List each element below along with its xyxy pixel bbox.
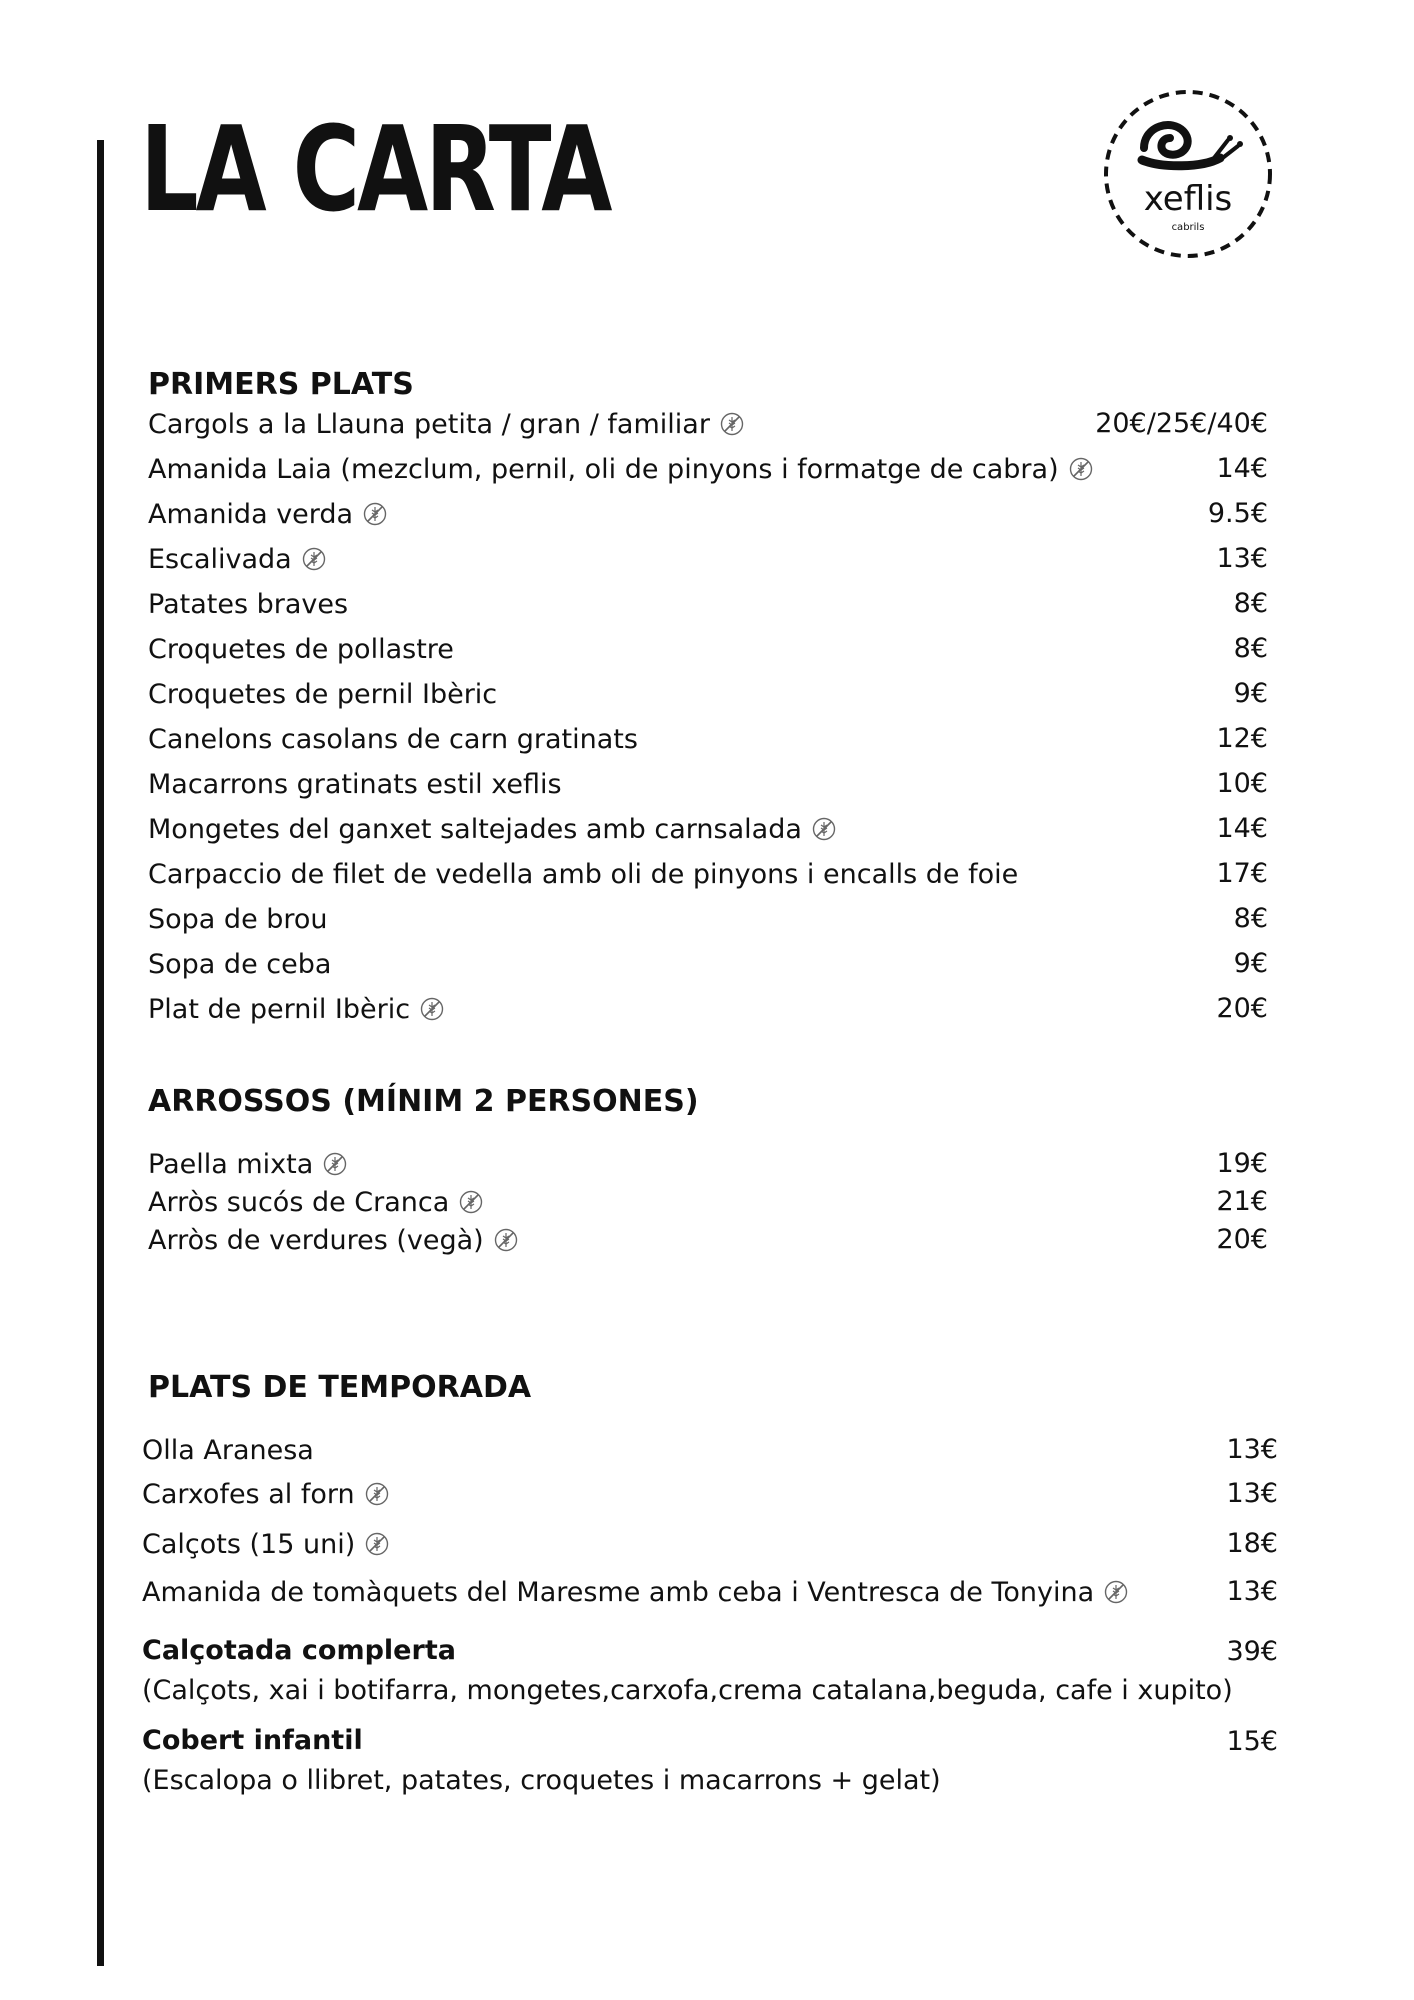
menu-item-name: Cargols a la Llauna petita / gran / familiar bbox=[148, 408, 710, 440]
gluten-free-icon bbox=[1104, 1579, 1128, 1603]
menu-item-price: 13€ bbox=[1226, 1576, 1278, 1607]
menu-item bbox=[148, 1147, 347, 1182]
menu-item bbox=[148, 722, 638, 757]
menu-item-name: Escalivada bbox=[148, 543, 292, 575]
menu-item-name: Olla Aranesa bbox=[142, 1434, 314, 1466]
gluten-free-icon bbox=[459, 1189, 483, 1213]
menu-item bbox=[142, 1723, 941, 1798]
menu-item-price: 20€ bbox=[1216, 1224, 1268, 1255]
menu-item-price: 8€ bbox=[1233, 903, 1268, 934]
menu-item-price: 14€ bbox=[1216, 453, 1268, 484]
menu-item-price: 9€ bbox=[1233, 948, 1268, 979]
menu-item-name: Carxofes al forn bbox=[142, 1478, 355, 1510]
gluten-free-icon bbox=[323, 1151, 347, 1175]
menu-item-name: Amanida de tomàquets del Maresme amb ceba i Ventresca de Tonyina bbox=[142, 1576, 1095, 1608]
menu-item bbox=[148, 1185, 483, 1220]
menu-item-price: 13€ bbox=[1226, 1478, 1278, 1509]
menu-item bbox=[148, 407, 744, 442]
menu-item-description: (Calçots, xai i botifarra, mongetes,carxofa,crema catalana,beguda, cafe i xupito) bbox=[142, 1674, 1233, 1706]
gluten-free-icon bbox=[365, 1531, 389, 1555]
gluten-free-icon bbox=[365, 1481, 389, 1505]
menu-item-price: 20€ bbox=[1216, 993, 1268, 1024]
menu-item-name: Calçotada complerta bbox=[142, 1634, 456, 1666]
menu-item-name: Amanida Laia (mezclum, pernil, oli de pinyons i formatge de cabra) bbox=[148, 453, 1059, 485]
menu-item bbox=[148, 677, 497, 712]
menu-item-name: Croquetes de pernil Ibèric bbox=[148, 678, 498, 710]
menu-item-name: Calçots (15 uni) bbox=[142, 1528, 356, 1560]
menu-item-name: Macarrons gratinats estil xeflis bbox=[148, 768, 562, 800]
menu-item-price: 9€ bbox=[1233, 678, 1268, 709]
menu-item bbox=[148, 542, 326, 577]
gluten-free-icon bbox=[812, 816, 836, 840]
menu-item bbox=[148, 992, 444, 1027]
menu-item-price: 13€ bbox=[1226, 1434, 1278, 1465]
menu-item-price: 10€ bbox=[1216, 768, 1268, 799]
gluten-free-icon bbox=[302, 546, 326, 570]
menu-item-name: Cobert infantil bbox=[142, 1724, 363, 1756]
menu-item bbox=[148, 857, 1018, 892]
section-title-primers: PRIMERS PLATS bbox=[148, 367, 414, 402]
menu-item-name: Sopa de ceba bbox=[148, 948, 332, 980]
menu-item-price: 8€ bbox=[1233, 588, 1268, 619]
menu-item-name: Arròs sucós de Cranca bbox=[148, 1186, 450, 1218]
gluten-free-icon bbox=[494, 1227, 518, 1251]
menu-item-name: Canelons casolans de carn gratinats bbox=[148, 723, 638, 755]
gluten-free-icon bbox=[720, 411, 744, 435]
menu-item bbox=[148, 902, 328, 937]
menu-item-description: (Escalopa o llibret, patates, croquetes i macarrons + gelat) bbox=[142, 1764, 941, 1796]
menu-item-price: 8€ bbox=[1233, 633, 1268, 664]
menu-item bbox=[148, 632, 454, 667]
menu-item bbox=[142, 1633, 1233, 1708]
menu-item-name: Arròs de verdures (vegà) bbox=[148, 1224, 484, 1256]
menu-item-price: 12€ bbox=[1216, 723, 1268, 754]
menu-item-name: Plat de pernil Ibèric bbox=[148, 993, 411, 1025]
menu-item-price: 39€ bbox=[1226, 1636, 1278, 1667]
logo-wordmark: xeflis bbox=[1143, 179, 1233, 219]
menu-item-name: Carpaccio de filet de vedella amb oli de pinyons i encalls de foie bbox=[148, 858, 1019, 890]
left-accent-bar bbox=[97, 140, 104, 1966]
logo-subtitle: cabrils bbox=[1171, 222, 1205, 233]
menu-item-price: 9.5€ bbox=[1207, 498, 1268, 529]
menu-item-name: Mongetes del ganxet saltejades amb carnsalada bbox=[148, 813, 802, 845]
menu-item bbox=[148, 947, 331, 982]
xeflis-logo bbox=[1102, 88, 1274, 260]
menu-item-price: 18€ bbox=[1226, 1528, 1278, 1559]
section-title-arrossos: ARROSSOS (MÍNIM 2 PERSONES) bbox=[148, 1084, 699, 1119]
gluten-free-icon bbox=[363, 501, 387, 525]
menu-item-price: 13€ bbox=[1216, 543, 1268, 574]
menu-item-price: 14€ bbox=[1216, 813, 1268, 844]
menu-item bbox=[148, 452, 1093, 487]
snail-icon bbox=[1142, 125, 1243, 166]
menu-item-price: 17€ bbox=[1216, 858, 1268, 889]
section-title-temporada: PLATS DE TEMPORADA bbox=[148, 1370, 532, 1405]
menu-item bbox=[148, 1223, 518, 1258]
menu-item-name: Croquetes de pollastre bbox=[148, 633, 454, 665]
menu-item bbox=[142, 1527, 389, 1562]
page-title: LA CARTA bbox=[140, 100, 610, 238]
menu-item bbox=[142, 1477, 389, 1512]
menu-item-name: Paella mixta bbox=[148, 1148, 314, 1180]
menu-item-price: 19€ bbox=[1216, 1148, 1268, 1179]
menu-item-name: Patates braves bbox=[148, 588, 349, 620]
menu-item bbox=[148, 497, 387, 532]
menu-item-price: 21€ bbox=[1216, 1186, 1268, 1217]
menu-item bbox=[142, 1575, 1128, 1610]
menu-item-name: Sopa de brou bbox=[148, 903, 328, 935]
menu-item-price: 15€ bbox=[1226, 1726, 1278, 1757]
menu-item-name: Amanida verda bbox=[148, 498, 354, 530]
menu-item bbox=[148, 767, 562, 802]
gluten-free-icon bbox=[420, 996, 444, 1020]
menu-item-price: 20€/25€/40€ bbox=[1095, 408, 1268, 439]
menu-item bbox=[148, 587, 348, 622]
menu-item bbox=[142, 1433, 314, 1468]
menu-item bbox=[148, 812, 836, 847]
gluten-free-icon bbox=[1069, 456, 1093, 480]
